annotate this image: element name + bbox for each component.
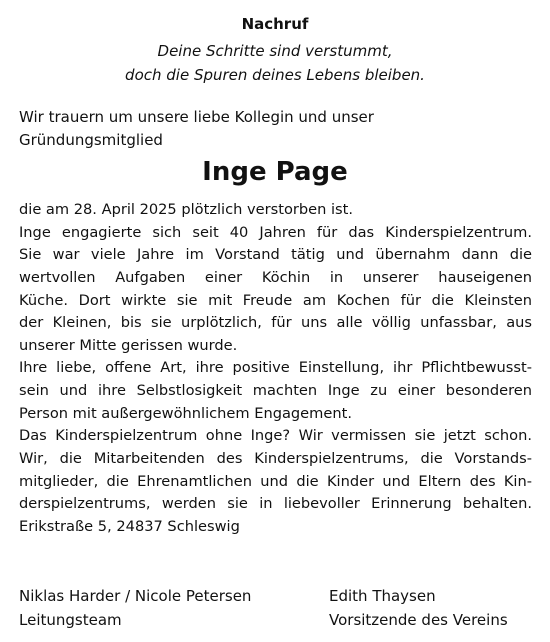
deceased-name: Inge Page: [202, 157, 348, 187]
motto-line: doch die Spuren deines Lebens bleiben.: [125, 66, 425, 84]
intro-line: Wir trauern um unsere liebe Kollegin und unser: [19, 108, 374, 126]
body-line: Ihre liebe, offene Art, ihre positive Einstellung, ihr Pflichtbewusst-: [19, 359, 532, 377]
body-line: Küche. Dort wirkte sie mit Freude am Kochen für die Kleinsten: [19, 291, 532, 309]
body-line: wertvollen Aufgaben einer Köchin in unserer hauseigenen: [19, 268, 532, 286]
body-line: die am 28. April 2025 plötzlich verstorben ist.: [19, 201, 354, 218]
body-line: unserer Mitte gerissen wurde.: [19, 336, 238, 354]
body-line: sein und ihre Selbstlosigkeit machten Inge zu einer besonderen: [19, 382, 532, 400]
intro-text: [19, 106, 534, 152]
body-line: Person mit außergewöhnlichem Engagement.: [19, 404, 352, 422]
intro-line: Gründungsmitglied: [19, 131, 163, 149]
signature-role: Vorsitzende des Vereins: [329, 611, 508, 629]
address-line: Erikstraße 5, 24837 Schleswig: [19, 517, 240, 535]
signature-names: Edith Thaysen: [329, 587, 436, 605]
body-line: mitglieder, die Ehrenamtlichen und die Kinder und Eltern des Kin-: [19, 472, 532, 490]
signature-names: Niklas Harder / Nicole Petersen: [19, 587, 252, 605]
body-line: der Kleinen, bis sie urplötzlich, für uns alle völlig unfassbar, aus: [19, 314, 532, 332]
obituary-body: [19, 199, 532, 539]
signature-role: Leitungsteam: [19, 611, 122, 629]
body-line: Inge engagierte sich seit 40 Jahren für das Kinderspielzentrum.: [19, 223, 532, 241]
motto-line: Deine Schritte sind verstummt,: [157, 42, 393, 60]
signature-right: [329, 584, 508, 632]
body-line: Das Kinderspielzentrum ohne Inge? Wir vermissen sie jetzt schon.: [19, 427, 532, 445]
body-line: derspielzentrums, werden sie in liebevoller Erinnerung behalten.: [19, 495, 532, 513]
body-line: Wir, die Mitarbeitenden des Kinderspielzentrums, die Vorstands-: [19, 450, 532, 468]
notice-heading: Nachruf: [241, 15, 309, 33]
signature-left: [19, 584, 251, 632]
body-line: Sie war viele Jahre im Vorstand tätig und übernahm dann die: [19, 246, 532, 264]
